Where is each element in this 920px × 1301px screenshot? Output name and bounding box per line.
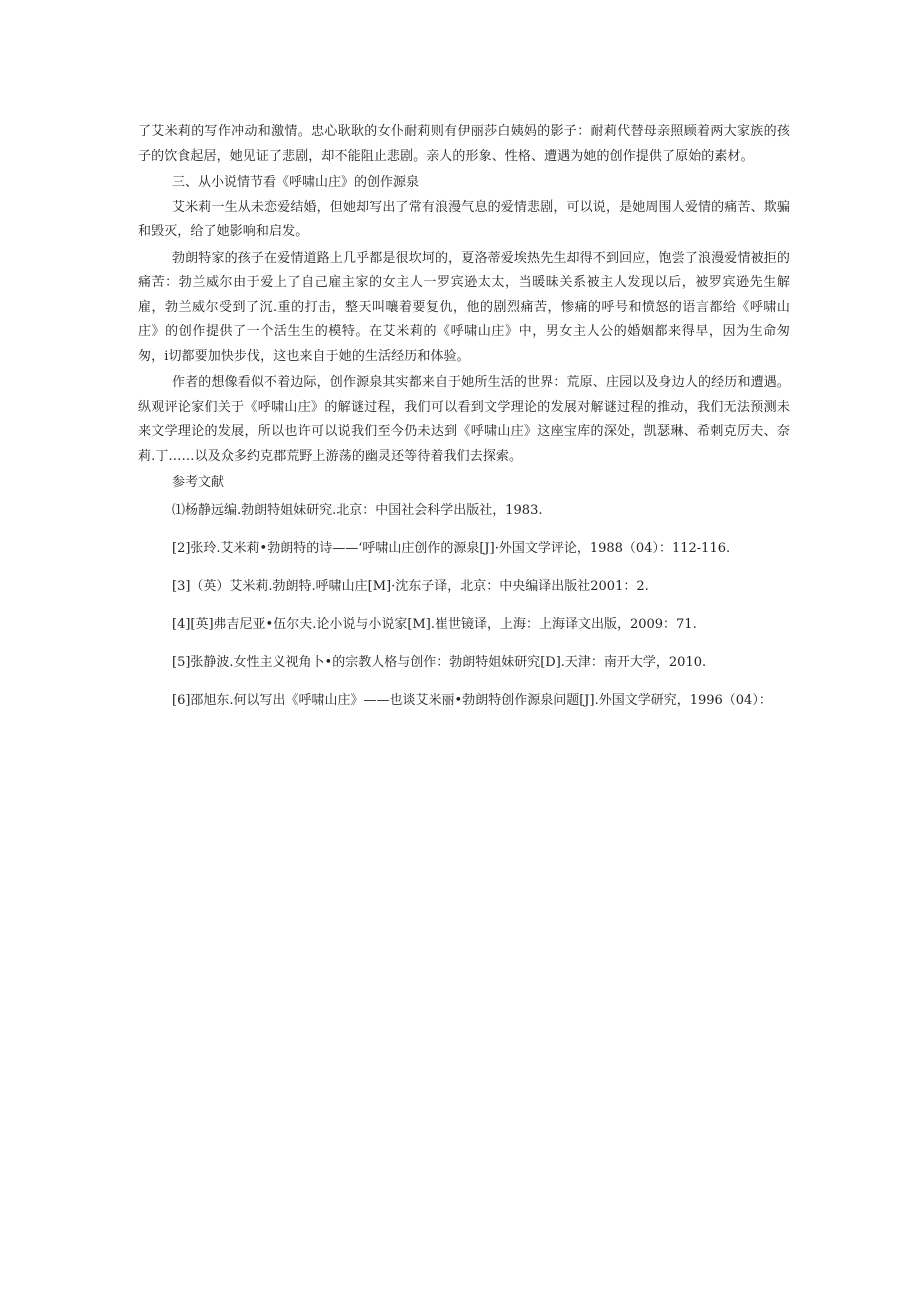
section-heading-3: 三、从小说情节看《呼啸山庄》的创作源泉 — [172, 175, 420, 190]
reference-item: [3]（英）艾米莉.勃朗特.呼啸山庄[M]·沈东子译，北京：中央编译出版社2001：2. — [172, 579, 649, 594]
paragraph-1: 艾米莉一生从未恋爱结婚，但她却写出了常有浪漫气息的爱情悲剧，可以说，是她周围人爱情的痛苦、欺骗和毁灭，给了她影响和启发。 — [138, 199, 790, 239]
paragraph-2: 勃朗特家的孩子在爱情道路上几乎都是很坎坷的，夏洛蒂爱埃热先生却得不到回应，饱尝了浪漫爱情被拒的痛苦：勃兰威尔由于爱上了自己雇主家的女主人一罗宾逊太太，当暖昧关系被主人发现以后，被罗宾逊先生解雇，勃兰威尔受到了沉.重的打击，整天叫嚷着要复仇，他的剧烈痛苦，惨痛的呼号和愤怒的语言都给《呼啸山庄》的创作提供了一个活生生的模特。在艾米莉的《呼啸山庄》中，男女主人公的婚姻都来得早，因为生命匆匆，i切都要加快步伐，这也来自于她的生活经历和体验。 — [138, 250, 790, 364]
reference-item: ⑴杨静远编.勃朗特姐妹研究.北京：中国社会科学出版社，1983. — [172, 503, 543, 518]
document-page — [138, 120, 790, 711]
reference-item: [6]邵旭东.何以写出《呼啸山庄》——也谈艾米丽•勃朗特创作源泉问题[J].外国文学研究，1996（04）： — [172, 693, 772, 708]
reference-item: [5]张静波.女性主义视角卜•的宗教人格与创作：勃朗特姐妹研究[D].天津：南开大学，2010. — [172, 655, 707, 670]
reference-item: [2]张玲.艾米莉•勃朗特的诗——‘呼啸山庄创作的源泉[J]·外国文学评论，1988（04）：112-116. — [172, 541, 731, 556]
paragraph-continuation: 了艾米莉的写作冲动和激情。忠心耿耿的女仆耐莉则有伊丽莎白姨妈的影子：耐莉代替母亲照顾着两大家族的孩子的饮食起居，她见证了悲剧，却不能阻止悲剧。亲人的形象、性格、遭遇为她的创作提供了原始的素材。 — [138, 124, 790, 164]
paragraph-3: 作者的想像看似不着边际，创作源泉其实都来自于她所生活的世界：荒原、庄园以及身边人的经历和遭遇。纵观评论家们关于《呼啸山庄》的解谜过程，我们可以看到文学理论的发展对解谜过程的推动，我们无法预测未来文学理论的发展，所以也许可以说我们至今仍未达到《呼啸山庄》这座宝库的深处，凯瑟琳、希刺克厉夫、奈莉.丁……以及众多约克郡荒野上游荡的幽灵还等待着我们去探索。 — [138, 375, 790, 464]
reference-item: [4][英]弗吉尼亚•伍尔夫.论小说与小说家[M].崔世镜译，上海：上海译文出版，2009：71. — [172, 617, 697, 632]
references-title: 参考文献 — [172, 475, 225, 490]
